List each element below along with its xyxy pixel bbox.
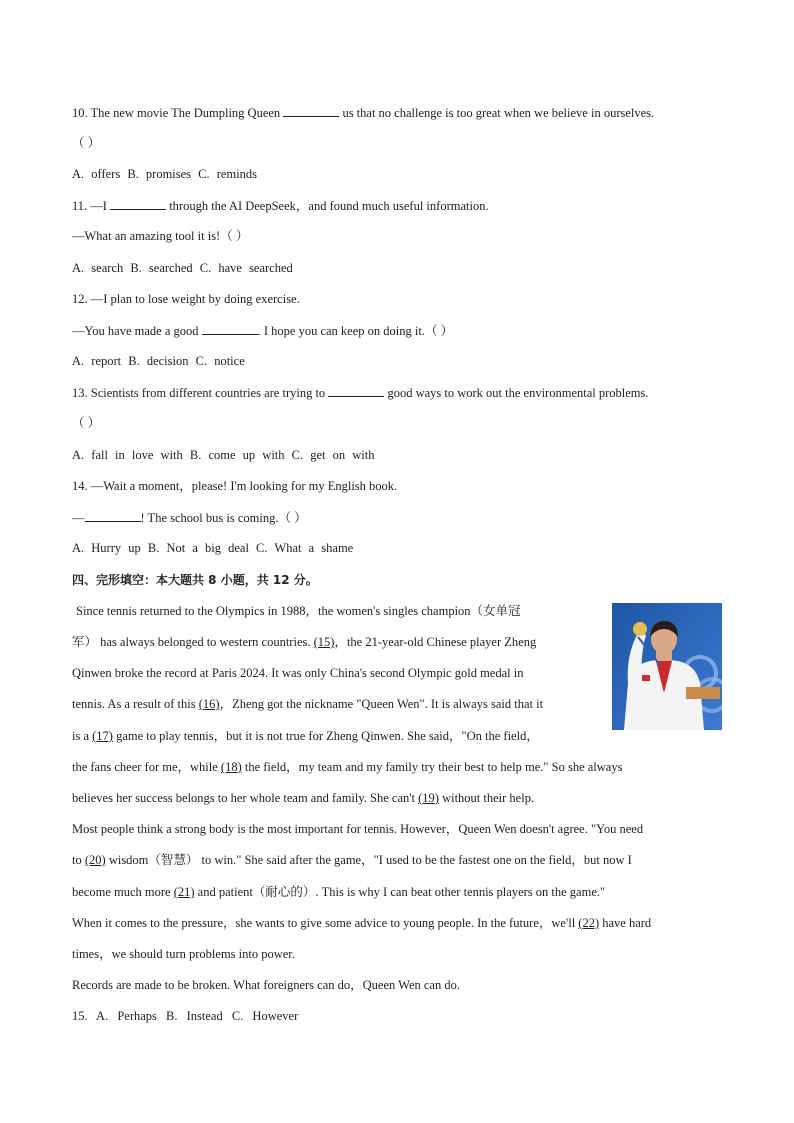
blank-18: (18): [220, 760, 242, 774]
question-11-options: A. search B. searched C. have searched: [72, 261, 293, 275]
blank-15: (15): [313, 635, 335, 649]
question-11-stem: 11. —I through the AI DeepSeek，and found much useful information.: [72, 199, 489, 213]
question-13-stem: 13. Scientists from different countries are trying to good ways to work out the environmental problems.: [72, 386, 649, 400]
passage-line-4: tennis. As a result of this (16)，Zheng got the nickname "Queen Wen". It is always said that it: [72, 697, 544, 711]
passage-line-10: become much more (21) and patient（耐心的）. This is why I can beat other tennis players on the game.": [72, 885, 606, 899]
passage-line-11: When it comes to the pressure，she wants to give some advice to young people. In the future，we'll (22) have hard: [72, 916, 652, 930]
question-13-paren: （ ）: [72, 416, 101, 430]
question-10-stem: 10. The new movie The Dumpling Queen us that no challenge is too great when we believe in ourselves.: [72, 106, 655, 120]
passage-line-13: Records are made to be broken. What foreigners can do，Queen Wen can do.: [72, 978, 460, 992]
blank-21: (21): [173, 885, 195, 899]
passage-line-7: believes her success belongs to her whole team and family. She can't (19) without their help.: [72, 791, 535, 805]
question-12-stem: —You have made a good . I hope you can keep on doing it.（ ）: [72, 324, 454, 338]
question-13-options: A. fall in love with B. come up with C. get on with: [72, 448, 375, 462]
question-10-paren: （ ）: [72, 136, 101, 150]
question-14-options: A. Hurry up B. Not a big deal C. What a shame: [72, 541, 354, 555]
question-12-line1: 12. —I plan to lose weight by doing exercise.: [72, 292, 300, 306]
blank-22: (22): [578, 916, 600, 930]
blank-16: (16): [198, 697, 220, 711]
question-10-options: A. offers B. promises C. reminds: [72, 167, 258, 181]
passage-line-9: to (20) wisdom（智慧） to win." She said after the game，"I used to be the fastest one on the field，but now I: [72, 853, 632, 867]
passage-line-6: the fans cheer for me，while (18) the field，my team and my family try their best to help me." So she always: [72, 760, 623, 774]
athlete-photo: [612, 603, 722, 730]
answer-blank: [85, 509, 141, 522]
section-heading: 四、完形填空：本大题共 8 小题，共 12 分。: [72, 573, 318, 587]
blank-17: (17): [92, 729, 113, 743]
athlete-photo-illustration: [612, 603, 722, 730]
question-14-stem: — ! The school bus is coming.（ ）: [72, 511, 307, 525]
question-12-options: A. report B. decision C. notice: [72, 354, 245, 368]
answer-blank: [328, 384, 384, 397]
blank-20: (20): [84, 853, 106, 867]
question-11-reply: —What an amazing tool it is!（ ）: [72, 229, 249, 243]
question-14-line1: 14. —Wait a moment，please! I'm looking for my English book.: [72, 479, 398, 493]
blank-19: (19): [418, 791, 439, 805]
question-15-options: 15. A. Perhaps B. Instead C. However: [72, 1009, 299, 1023]
passage-line-1: Since tennis returned to the Olympics in 1988，the women's singles champion（女单冠: [76, 604, 521, 618]
passage-line-2: 军） has always belonged to western countries. (15)，the 21-year-old Chinese player Zheng: [72, 635, 537, 649]
answer-blank: [283, 104, 339, 117]
passage-line-5: is a (17) game to play tennis，but it is not true for Zheng Qinwen. She said，"On the field，: [72, 729, 539, 743]
passage-line-3: Qinwen broke the record at Paris 2024. It was only China's second Olympic gold medal in: [72, 666, 524, 680]
answer-blank: [202, 322, 258, 335]
answer-blank: [110, 197, 166, 210]
passage-line-12: times，we should turn problems into power.: [72, 947, 295, 961]
passage-line-8: Most people think a strong body is the most important for tennis. However，Queen Wen doesn't agree. "You need: [72, 822, 644, 836]
